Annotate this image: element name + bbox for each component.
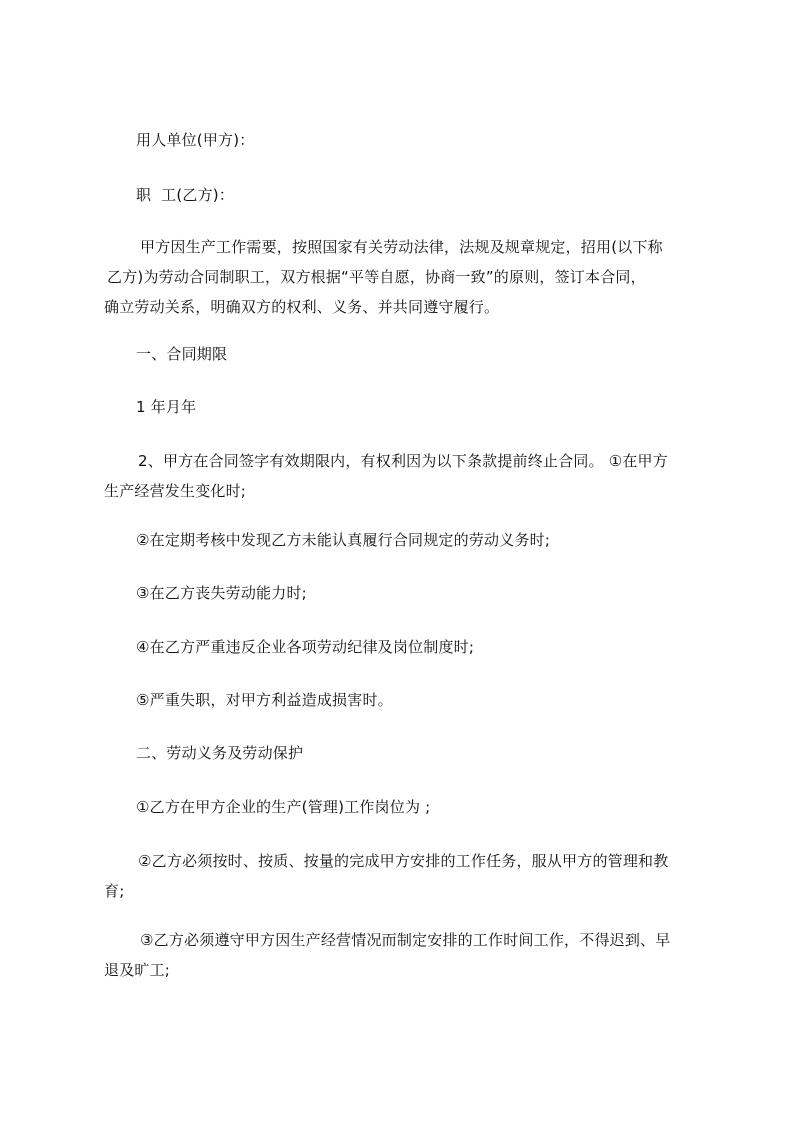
term-line-text: 1 年月年 [136,398,197,416]
employee-label-text: 职 工(乙方)： [136,186,235,204]
item-4 [136,632,736,662]
employer-label-text: 用人单位(甲方)： [136,131,255,149]
item-2-text: ②在定期考核中发现乙方未能认真履行合同规定的劳动义务时; [136,531,551,549]
intro-line-2: 乙方)为劳动合同制职工，双方根据“平等自愿，协商一致”的原则，签订本合同， [107,268,646,286]
section2-title-text: 二、劳动义务及劳动保护 [136,744,304,762]
item-5 [136,685,736,715]
item-3 [136,578,736,608]
duty-2-line-1: ②乙方必须按时、按质、按量的完成甲方安排的工作任务，服从甲方的管理和教 [138,852,669,870]
duty-3-line-1: ③乙方必须遵守甲方因生产经营情况而制定安排的工作时间工作，不得迟到、早 [140,931,671,949]
duty-3-line-2: 退及旷工; [104,961,171,979]
item-2 [136,525,736,555]
intro-line-1: 甲方因生产工作需要，按照国家有关劳动法律，法规及规章规定，招用(以下称 [140,238,663,256]
duty-1-text: ①乙方在甲方企业的生产(管理)工作岗位为 ; [136,798,431,816]
employee-label [136,180,736,210]
section1-title [136,339,736,369]
term-line [136,392,736,422]
employer-label [136,125,736,155]
intro-line-3: 确立劳动关系，明确双方的权利、义务、并共同遵守履行。 [104,298,500,316]
item-4-text: ④在乙方严重违反企业各项劳动纪律及岗位制度时; [136,638,475,656]
section2-title [136,738,736,768]
item-5-text: ⑤严重失职，对甲方利益造成损害时。 [136,691,393,709]
item-3-text: ③在乙方丧失劳动能力时; [136,584,307,602]
clause-2 [104,446,704,506]
duty-2-line-2: 育; [104,882,125,900]
duty-2 [104,846,704,906]
section1-title-text: 一、合同期限 [136,345,228,363]
duty-3 [104,925,704,985]
clause-2-line-1: 2、甲方在合同签字有效期限内，有权利因为以下条款提前终止合同。 ①在甲方 [138,452,668,470]
duty-1 [136,792,736,822]
intro-paragraph [104,232,704,322]
clause-2-line-2: 生产经营发生变化时; [104,482,247,500]
